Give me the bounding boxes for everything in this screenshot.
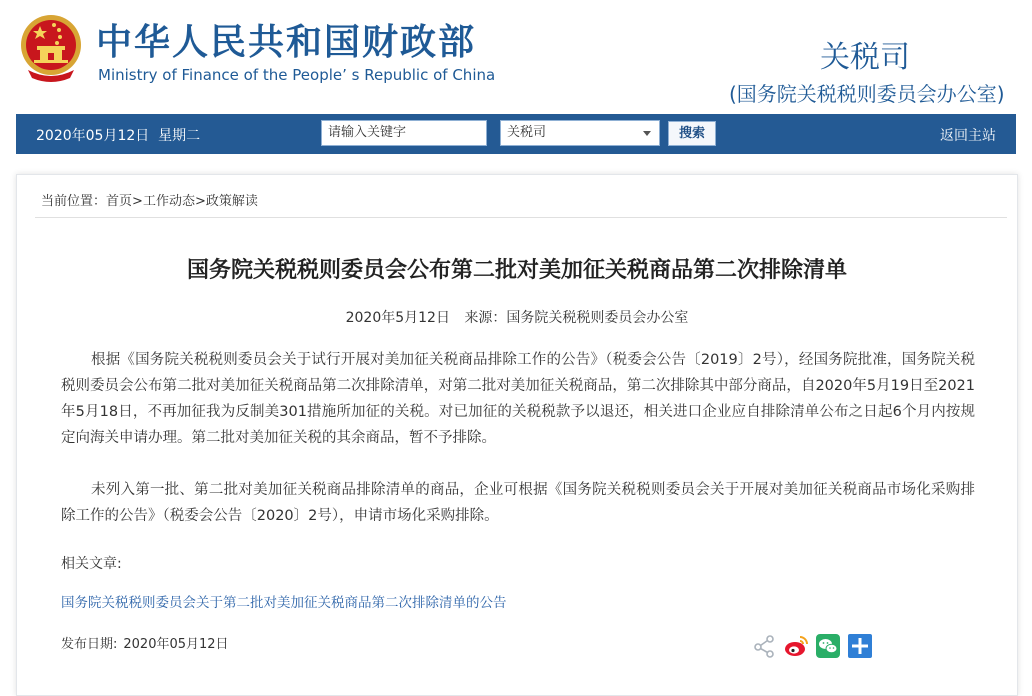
- publish-label: 发布日期:: [61, 637, 118, 652]
- source-label: 来源：: [464, 310, 507, 326]
- divider: [35, 217, 1007, 218]
- search-scope-select[interactable]: [500, 120, 660, 146]
- site-header: [0, 0, 1032, 115]
- nav-bar: [16, 114, 1016, 154]
- national-emblem-icon: [18, 12, 84, 84]
- article-paragraph: 根据《国务院关税税则委员会关于试行开展对美加征关税商品排除工作的公告》（税委会公告〔2019〕2号），经国务院批准，国务院关税税则委员会公布第二批对美加征关税商品第二次排除清单，对第二批对美加征关税商品，第二次排除其中部分商品，自2020年5月19日至2021年5月18日，不再加征我为反制美301措施所加征的关税。对已加征的关税税款予以退还，相关进口企业应自排除清单公布之日起6个月内按规定向海关申请办理。第二批对美加征关税的其余商品，暂不予排除。: [61, 352, 975, 446]
- content-panel: [16, 174, 1018, 696]
- publish-date: [61, 633, 229, 652]
- breadcrumb-separator: >: [194, 194, 206, 209]
- current-date: [36, 125, 200, 145]
- search-button[interactable]: 搜索: [668, 121, 716, 146]
- wechat-icon[interactable]: [815, 633, 841, 659]
- department-name: 关税司: [820, 40, 910, 75]
- article-source: 国务院关税税则委员会办公室: [506, 310, 689, 326]
- article-paragraph: 未列入第一批、第二批对美加征关税商品排除清单的商品，企业可根据《国务院关税税则委员会关于开展对美加征关税商品市场化采购排除工作的公告》（税委会公告〔2020〕2号），申请市场化采购排除。: [61, 482, 975, 524]
- breadcrumb-work-news[interactable]: 工作动态: [142, 194, 195, 209]
- department-subtitle: (国务院关税税则委员会办公室): [729, 82, 1005, 106]
- breadcrumb-policy[interactable]: 政策解读: [205, 194, 258, 209]
- breadcrumb: [41, 190, 258, 209]
- back-home-link[interactable]: 返回主站: [940, 128, 996, 144]
- article-date: 2020年5月12日: [345, 310, 450, 326]
- breadcrumb-home[interactable]: 首页: [106, 194, 133, 209]
- publish-date-value: 2020年05月12日: [123, 637, 229, 652]
- breadcrumb-prefix: 当前位置：: [41, 194, 107, 209]
- search-input[interactable]: 请输入关键字: [321, 120, 487, 146]
- related-article-link[interactable]: 国务院关税税则委员会关于第二批对美加征关税商品第二次排除清单的公告: [61, 595, 507, 611]
- search-scope-value: 关税司: [507, 125, 547, 140]
- more-share-icon[interactable]: [847, 633, 873, 659]
- chevron-down-icon: [643, 131, 651, 136]
- site-title-en: Ministry of Finance of the People’ s Republic of China: [98, 66, 496, 84]
- site-title-cn: 中华人民共和国财政部: [96, 22, 477, 63]
- share-icon[interactable]: [751, 633, 777, 659]
- date-text: 2020年05月12日: [36, 128, 150, 144]
- related-articles-heading: 相关文章:: [61, 556, 122, 572]
- article-title: 国务院关税税则委员会公布第二批对美加征关税商品第二次排除清单: [186, 258, 847, 283]
- weibo-icon[interactable]: [783, 633, 809, 659]
- article-meta: [17, 307, 1017, 327]
- breadcrumb-separator: >: [132, 194, 143, 209]
- weekday-text: 星期二: [158, 128, 201, 144]
